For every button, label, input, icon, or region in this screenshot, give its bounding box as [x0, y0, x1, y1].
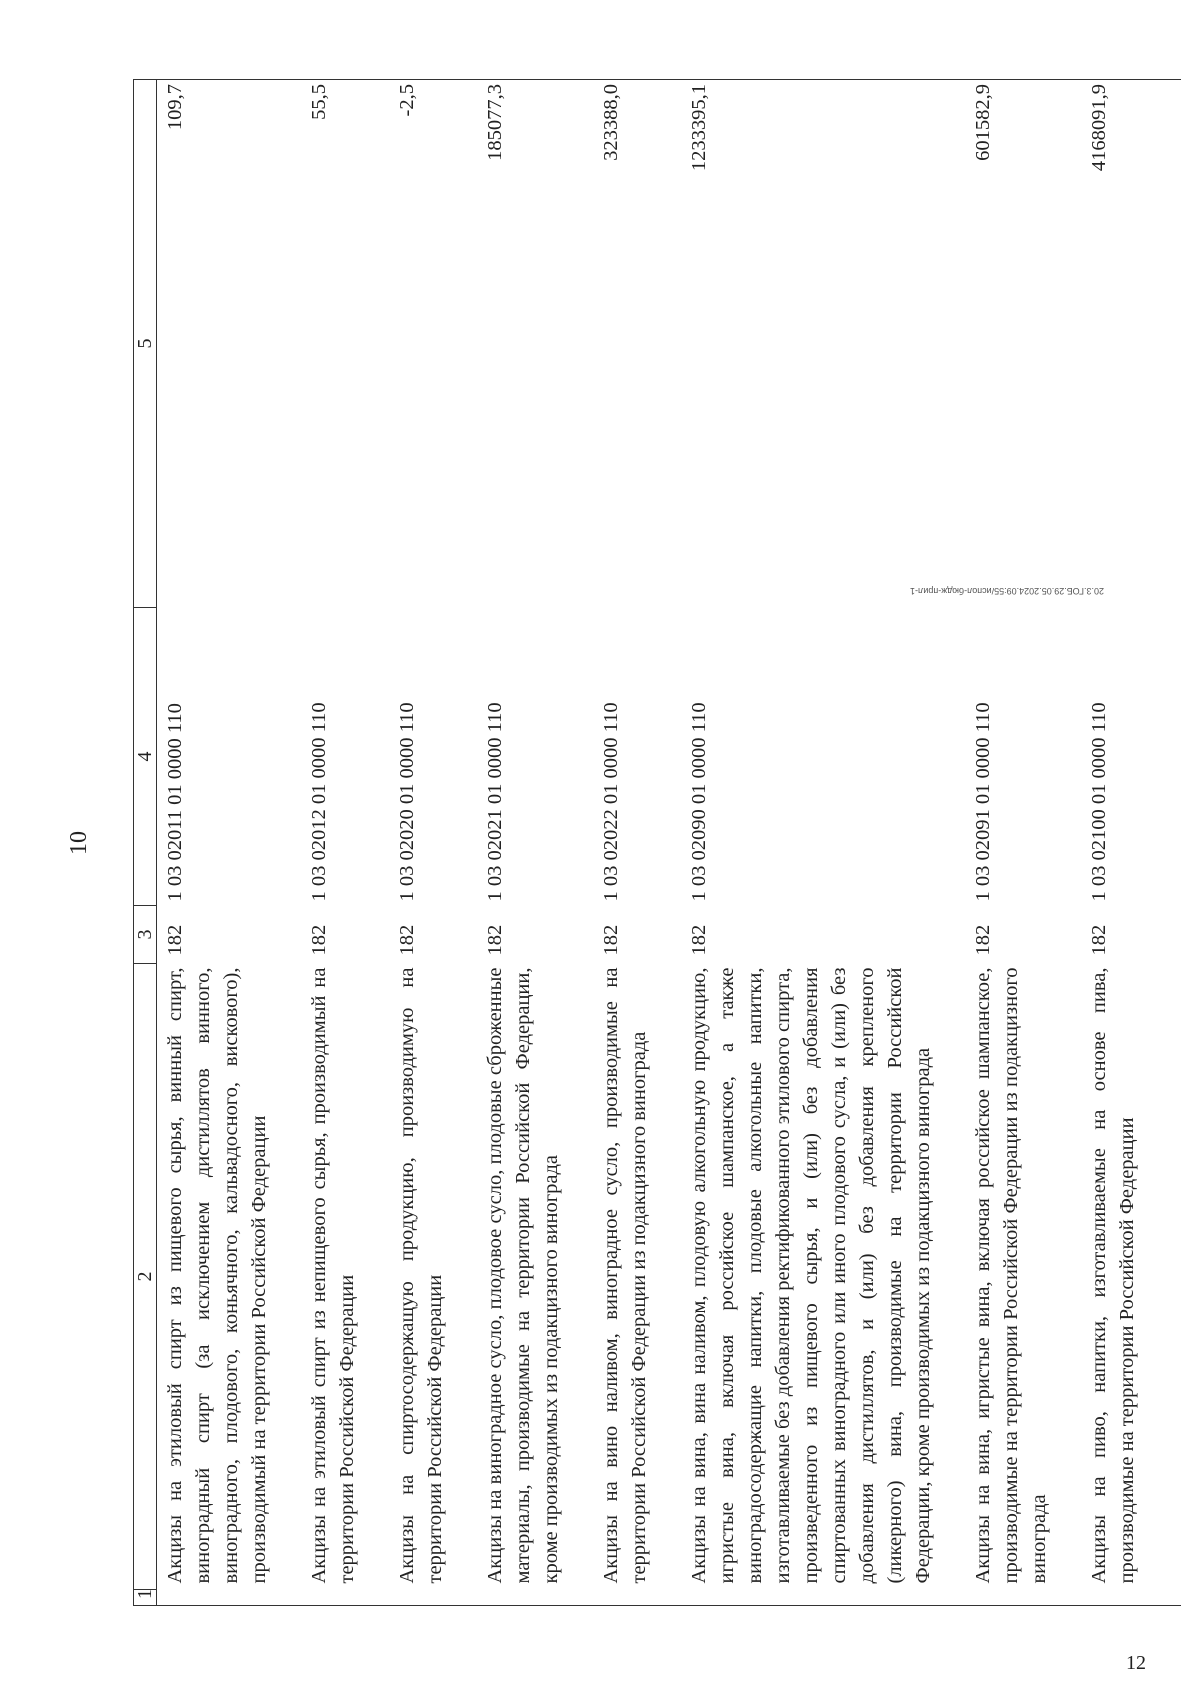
table-cell-c4: 1 03 02022 01 0000 110: [600, 702, 622, 902]
table-cell-c5: 185077,3: [477, 80, 593, 608]
table-cell-c5: 109,7: [157, 80, 302, 608]
table-cell-c5: 4168091,9: [1081, 80, 1181, 608]
table-cell-c2: Акцизы на вина, вина наливом, плодовую алкогольную продукцию, игристые вина, включая российское шампанское, а также виноградосодержащие напитки, плодовые алкогольные напитки, изготавливаемые без добавления ректификованного этилового спирта, произведенного из пищевого сырья, и (или) без добавления спиртованных виноградного или иного плодового сусла, и (или) без добавления дистиллятов, и (или) без добавления крепленого (ликерного) вина, производимые на территории Российской Федерации, кроме производимых из подакцизного винограда: [688, 967, 934, 1584]
table-cell-c3: 182: [164, 924, 186, 956]
table-cell-c3: 182: [972, 924, 994, 956]
table-row: [965, 80, 1081, 1606]
footer-document-code: 20.3.ГОБ.29.05.2024.09:55/испол-бюдж-прил-1: [910, 586, 1104, 596]
table-cell-c1: [477, 1590, 593, 1606]
table-cell-c2: Акцизы на пиво, напитки, изготавливаемые на основе пива, производимые на территории Российской Федерации: [1088, 967, 1138, 1584]
table-cell-c3: 182: [396, 924, 418, 956]
header-col-2: 2: [134, 964, 157, 1590]
table-row: [389, 80, 477, 1606]
table-cell-c3: 182: [688, 924, 710, 956]
table-cell-c2: Акцизы на этиловый спирт из непищевого сырья, производимый на территории Российской Федерации: [308, 967, 358, 1584]
table-row: [593, 80, 681, 1606]
table-row: [301, 80, 389, 1606]
table-header-row: [134, 80, 157, 1606]
table-cell-c4: 1 03 02020 01 0000 110: [396, 702, 418, 902]
table-cell-c3: 182: [308, 924, 330, 956]
table-cell-c3: 182: [484, 924, 506, 956]
header-col-3: 3: [134, 906, 157, 964]
table-cell-c2: Акцизы на спиртосодержащую продукцию, производимую на территории Российской Федерации: [396, 967, 446, 1584]
header-col-4: 4: [134, 608, 157, 906]
table-cell-c5: 323388,0: [593, 80, 681, 608]
table-body: [157, 80, 1182, 1606]
table-cell-c5: -2,5: [389, 80, 477, 608]
table-row: [157, 80, 302, 1606]
table-cell-c4: 1 03 02012 01 0000 110: [308, 702, 330, 902]
table-cell-c5: 1233395,1: [681, 80, 965, 608]
table-cell-c1: [389, 1590, 477, 1606]
table-cell-c3: 182: [600, 924, 622, 956]
header-col-1: 1: [134, 1590, 157, 1606]
table-cell-c4: 1 03 02011 01 0000 110: [164, 703, 186, 902]
sheet-number: 12: [1126, 1652, 1146, 1674]
table-cell-c5: 55,5: [301, 80, 389, 608]
table-cell-c2: Акцизы на вино наливом, виноградное сусло, производимые на территории Российской Федерации из подакцизного винограда: [600, 967, 650, 1584]
table-cell-c1: [1081, 1590, 1181, 1606]
rotated-document-sheet: [58, 80, 1138, 1606]
table-row: [477, 80, 593, 1606]
table-row: [1081, 80, 1181, 1606]
table-cell-c1: [301, 1590, 389, 1606]
table-cell-c4: 1 03 02090 01 0000 110: [688, 702, 710, 902]
table-cell-c1: [681, 1590, 965, 1606]
table-cell-c4: 1 03 02021 01 0000 110: [484, 702, 506, 902]
budget-revenue-table: [133, 79, 1181, 1606]
header-col-5: 5: [134, 80, 157, 608]
table-cell-c5: 601582,9: [965, 80, 1081, 608]
table-cell-c1: [157, 1590, 302, 1606]
table-cell-c4: 1 03 02091 01 0000 110: [972, 702, 994, 902]
table-cell-c2: Акцизы на вина, игристые вина, включая российское шампанское, производимые на территории Российской Федерации из подакцизного винограда: [972, 967, 1050, 1584]
table-cell-c1: [593, 1590, 681, 1606]
table-cell-c3: 182: [1088, 924, 1110, 956]
table-cell-c2: Акцизы на виноградное сусло, плодовое сусло, плодовые сброженные материалы, производимые на территории Российской Федерации, кроме производимых из подакцизного винограда: [484, 967, 562, 1584]
table-cell-c2: Акцизы на этиловый спирт из пищевого сырья, винный спирт, виноградный спирт (за исключением дистиллятов винного, виноградного, плодового, коньячного, кальвадосного, вискового), производимый на территории Российской Федерации: [164, 967, 270, 1584]
table-cell-c1: [965, 1590, 1081, 1606]
table-cell-c4: 1 03 02100 01 0000 110: [1088, 702, 1110, 902]
page-number: 10: [66, 831, 92, 855]
table-row: [681, 80, 965, 1606]
